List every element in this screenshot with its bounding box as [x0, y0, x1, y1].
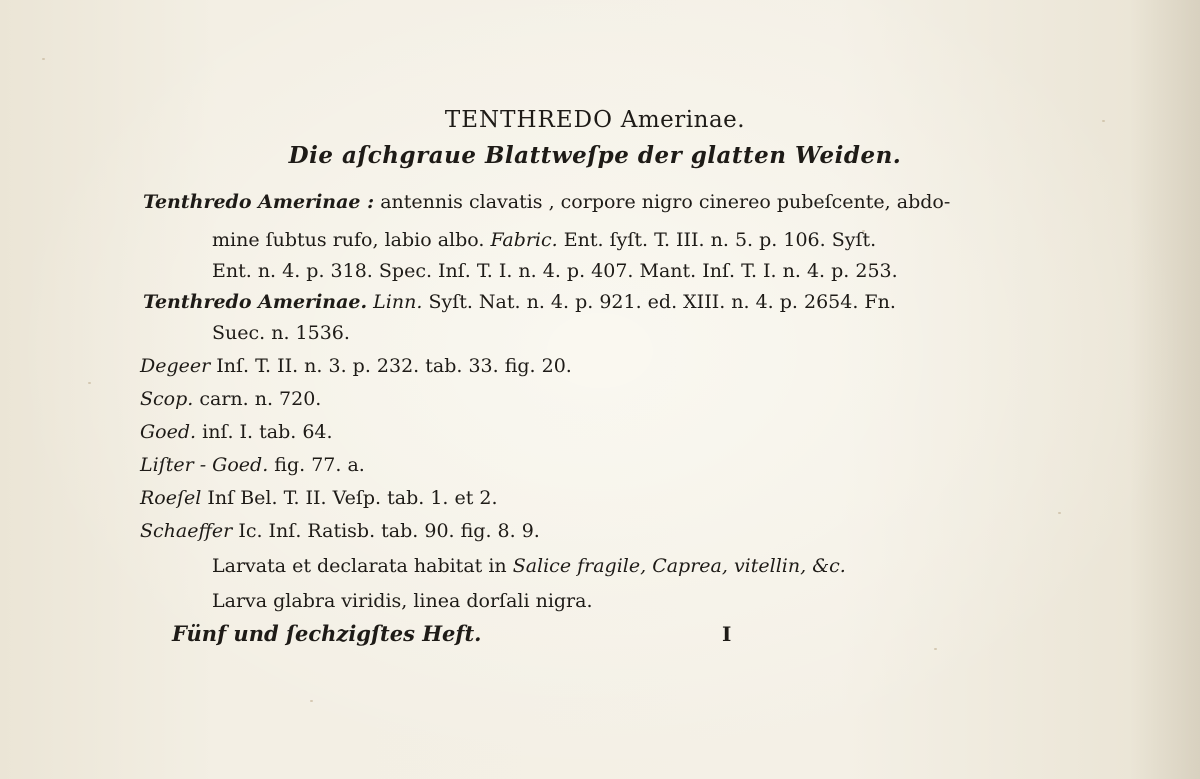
larva-line: Larva glabra viridis, linea dorſali nigra. [212, 590, 593, 612]
author-name: Linn. [373, 291, 423, 313]
genus-name: TENTHREDO [444, 107, 613, 133]
reference-text: Inſ. T. II. n. 3. p. 232. tab. 33. fig. 20. [216, 355, 572, 377]
reference-text: Ic. Inſ. Ratisb. tab. 90. fig. 8. 9. [238, 520, 540, 542]
issue-footer: Fünf und ſechzigſtes Heft. [172, 621, 482, 646]
entry-line-9 [140, 453, 365, 477]
reference-text: Ent. ſyſt. T. III. n. 5. p. 106. Syſt. [563, 229, 877, 251]
host-plants: Salice fragile, Caprea, vitellin, &c. [512, 555, 846, 577]
species-name: Amerinae. [620, 107, 746, 133]
page-title [0, 108, 1190, 132]
entry-line-8 [140, 420, 333, 444]
author-name: Fabric. [490, 229, 558, 251]
entry-line-11 [140, 519, 540, 543]
species-citation-name: Tenthredo Amerinae : [143, 191, 375, 213]
description-text: antennis clavatis , corpore nigro cinereo pubeſcente, abdo- [380, 191, 951, 213]
entry-line-2 [212, 228, 876, 252]
habitat-line [212, 554, 846, 578]
entry-line-1 [143, 190, 950, 214]
entry-line-5: Suec. n. 1536. [212, 322, 350, 344]
entry-line-4 [143, 290, 896, 314]
author-name: Roeſel [140, 487, 202, 509]
entry-line-10 [140, 486, 498, 510]
reference-text: inſ. I. tab. 64. [202, 421, 333, 443]
signature-mark: I [722, 622, 732, 646]
paper-speck [88, 382, 91, 384]
author-name: Goed. [140, 421, 197, 443]
german-name: Die aſchgraue Blattweſpe der glatten Weiden. [288, 142, 902, 169]
author-name: Liſter - Goed. [140, 454, 269, 476]
paper-speck [42, 58, 45, 60]
entry-line-7 [140, 387, 321, 411]
reference-text: Inſ Bel. T. II. Veſp. tab. 1. et 2. [207, 487, 498, 509]
paper-speck [934, 648, 937, 650]
author-name: Scop. [140, 388, 194, 410]
entry-line-6 [140, 354, 572, 378]
author-name: Degeer [140, 355, 211, 377]
paper-speck [1058, 512, 1061, 514]
reference-text: fig. 77. a. [274, 454, 365, 476]
species-citation-name: Tenthredo Amerinae. [143, 291, 368, 313]
description-text: mine ſubtus rufo, labio albo. [212, 229, 485, 251]
entry-line-3: Ent. n. 4. p. 318. Spec. Inſ. T. I. n. 4. p. 407. Mant. Inſ. T. I. n. 4. p. 253. [212, 260, 898, 282]
habitat-text: Larvata et declarata habitat in [212, 555, 507, 577]
reference-text: carn. n. 720. [199, 388, 322, 410]
author-name: Schaeffer [140, 520, 233, 542]
reference-text: Syſt. Nat. n. 4. p. 921. ed. XIII. n. 4. p. 2654. Fn. [428, 291, 896, 313]
paper-speck [310, 700, 313, 702]
